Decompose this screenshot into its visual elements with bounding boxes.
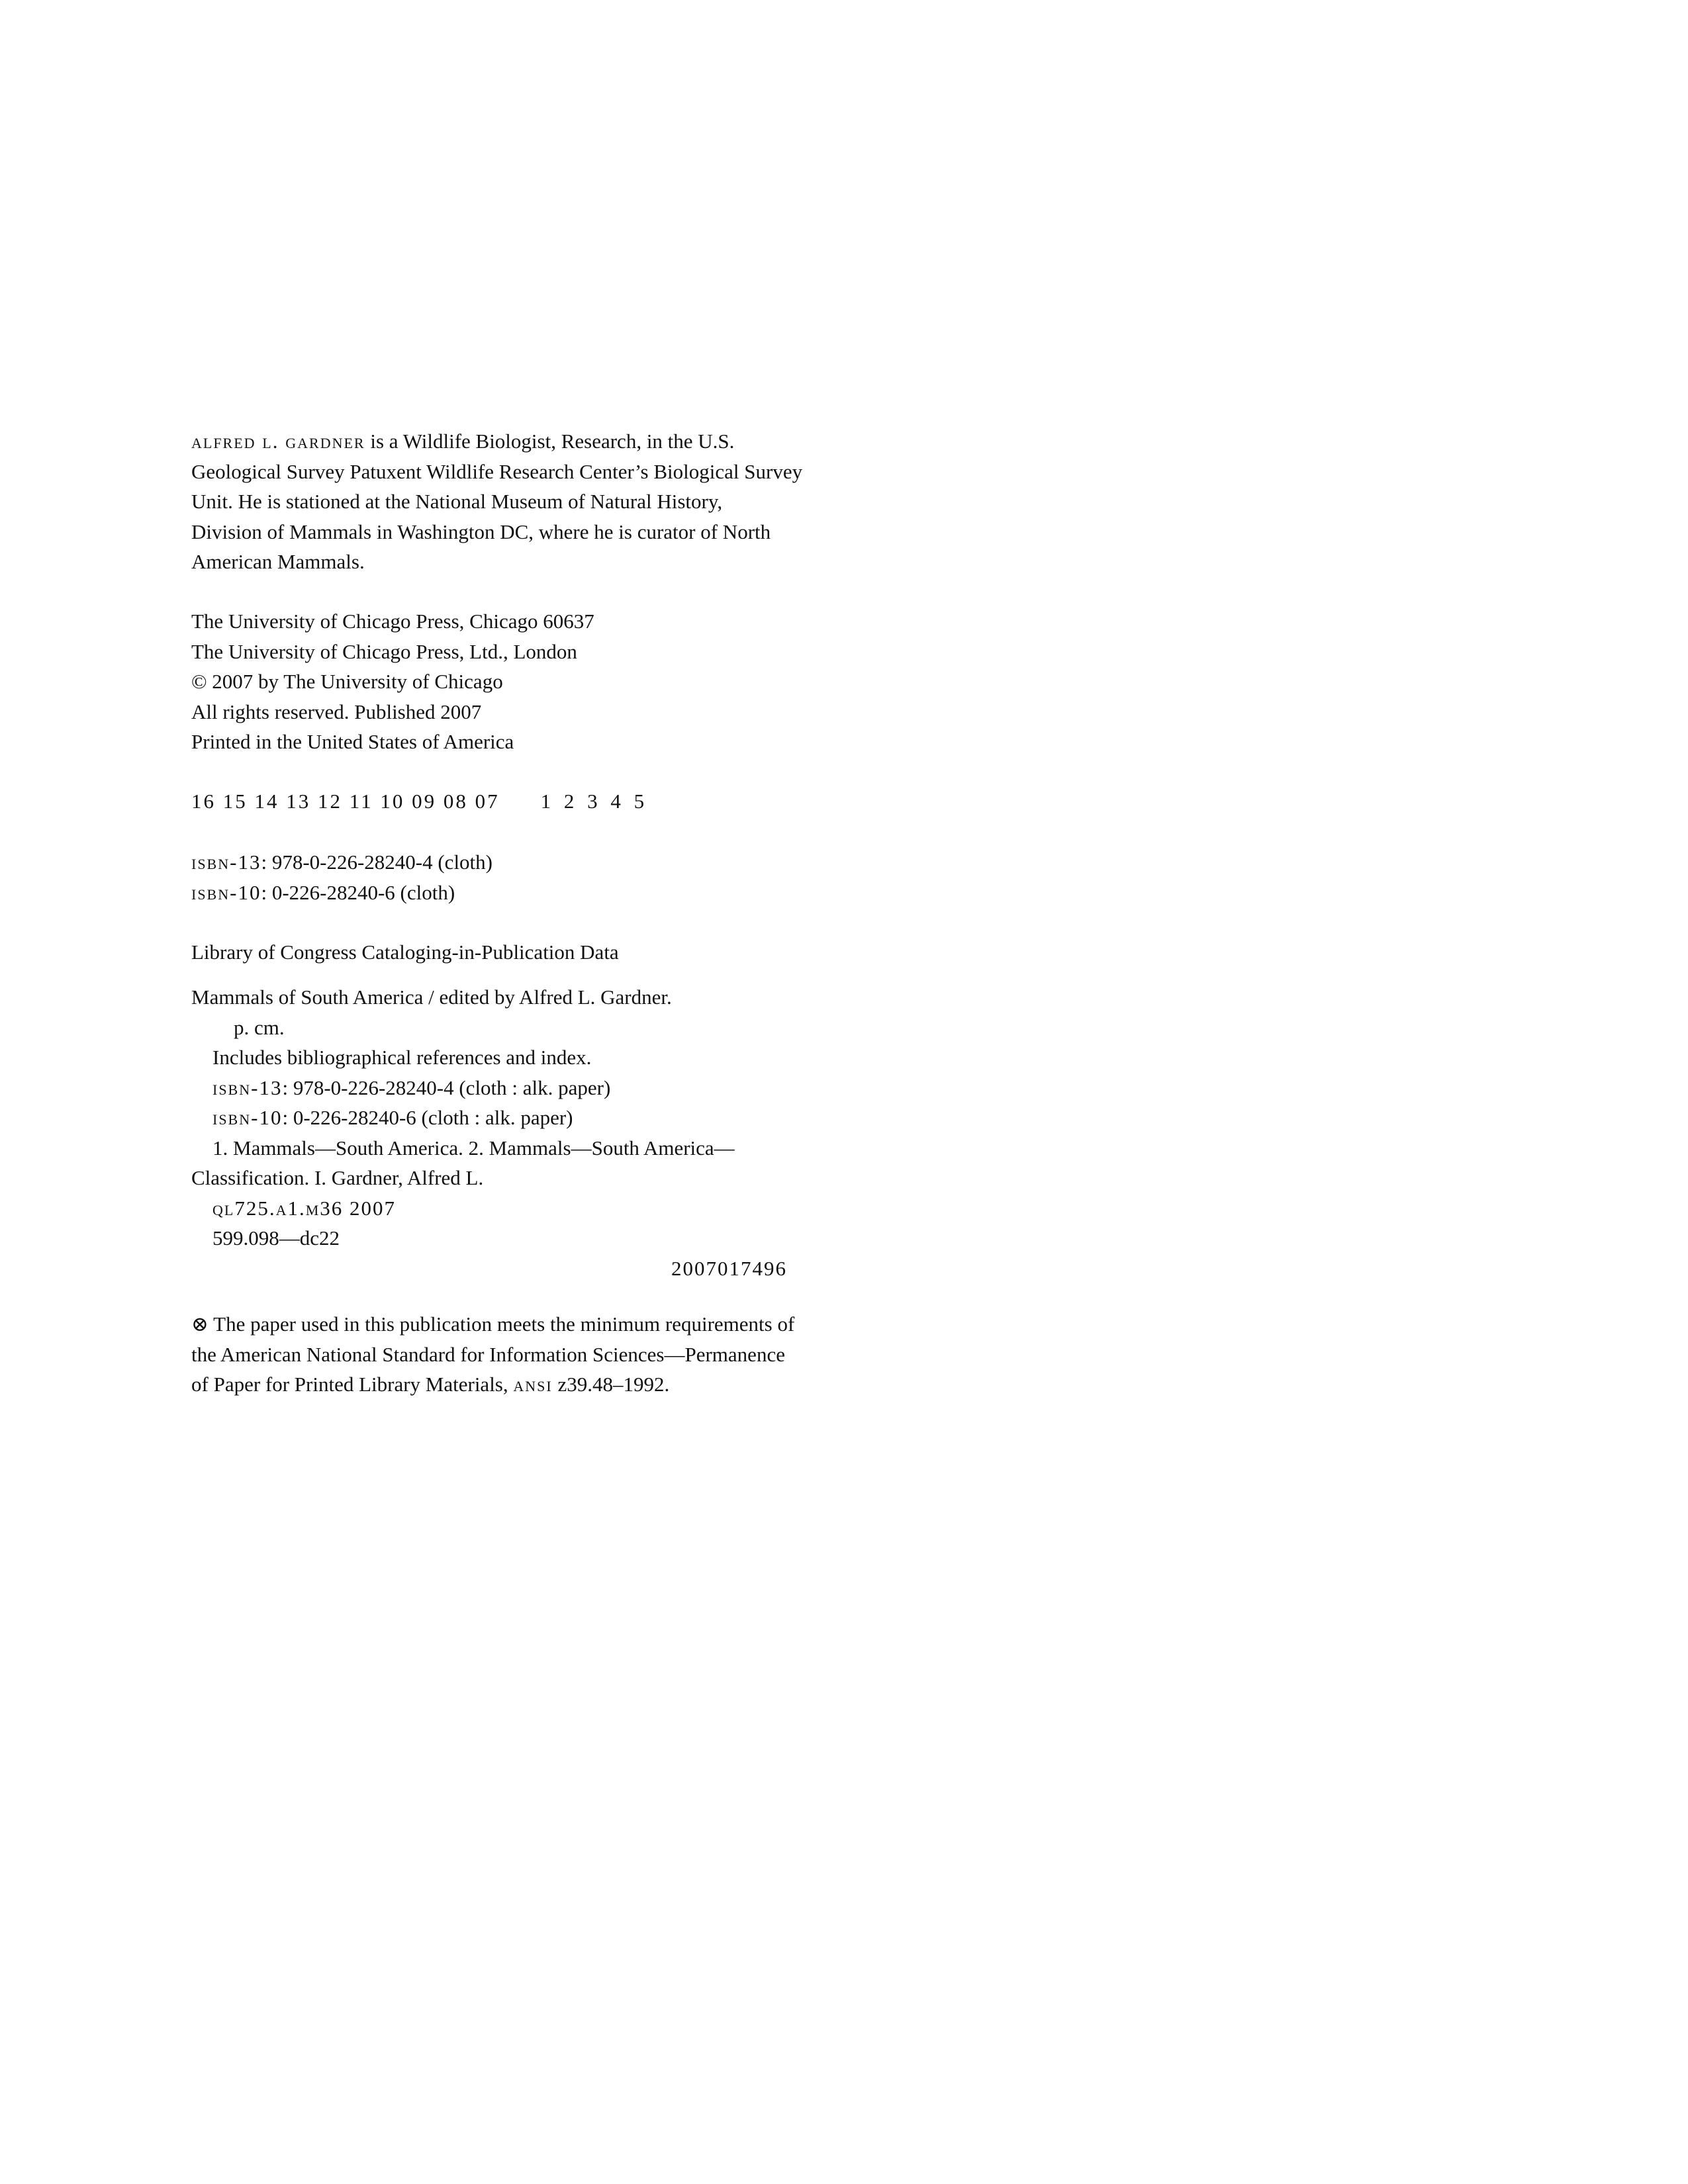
cip-includes: Includes bibliographical references and index. [212,1046,592,1069]
printing-years: 16 15 14 13 12 11 10 09 08 07 [191,790,500,813]
bio-line-2: Geological Survey Patuxent Wildlife Research Center’s Biological Survey [191,459,803,483]
paper-notice [191,1309,867,1400]
printing-impressions: 1 2 3 4 5 [540,790,649,813]
cip-subjects-1: 1. Mammals—South America. 2. Mammals—South America— [212,1136,735,1160]
author-name: alfred l. gardner [191,430,365,453]
bio-line-5: American Mammals. [191,550,365,573]
publisher-line-1: The University of Chicago Press, Chicago 60637 [191,610,594,633]
cip-lccn: 2007017496 [671,1256,787,1280]
printing-numbers [191,786,867,817]
cip-isbn13: isbn-13: 978-0-226-28240-4 (cloth : alk. paper) [212,1075,611,1099]
publisher-info [191,606,867,757]
printed-line: Printed in the United States of America [191,730,514,753]
cip-data [191,982,867,1283]
paper-notice-line-1: ⊗ The paper used in this publication meets the minimum requirements of [191,1312,795,1336]
cip-title-line: Mammals of South America / edited by Alfred L. Gardner. [191,985,672,1009]
cip-lc-class: ql725.a1.m36 2007 [212,1196,397,1220]
cip-subjects-2: Classification. I. Gardner, Alfred L. [191,1166,484,1189]
isbn10-line: isbn-10: 0-226-28240-6 (cloth) [191,880,455,904]
rights-line: All rights reserved. Published 2007 [191,700,482,723]
bio-line-4: Division of Mammals in Washington DC, where he is curator of North [191,520,771,543]
paper-notice-line-3: of Paper for Printed Library Materials, ansi z39.48–1992. [191,1373,670,1396]
cip-pcm: p. cm. [234,1015,285,1039]
isbn13-line: isbn-13: 978-0-226-28240-4 (cloth) [191,850,492,874]
cip-dewey: 599.098—dc22 [212,1226,340,1250]
copyright-line: © 2007 by The University of Chicago [191,670,503,693]
cip-isbn10: isbn-10: 0-226-28240-6 (cloth : alk. paper) [212,1106,573,1129]
publisher-line-2: The University of Chicago Press, Ltd., London [191,639,577,663]
paper-notice-line-2: the American National Standard for Information Sciences—Permanence [191,1342,785,1366]
cip-heading: Library of Congress Cataloging-in-Publication Data [191,940,619,964]
isbn-block [191,847,867,907]
author-bio [191,426,867,577]
bio-line-3: Unit. He is stationed at the National Museum of Natural History, [191,490,723,513]
bio-line-1: alfred l. gardner is a Wildlife Biologist, Research, in the U.S. [191,430,735,453]
